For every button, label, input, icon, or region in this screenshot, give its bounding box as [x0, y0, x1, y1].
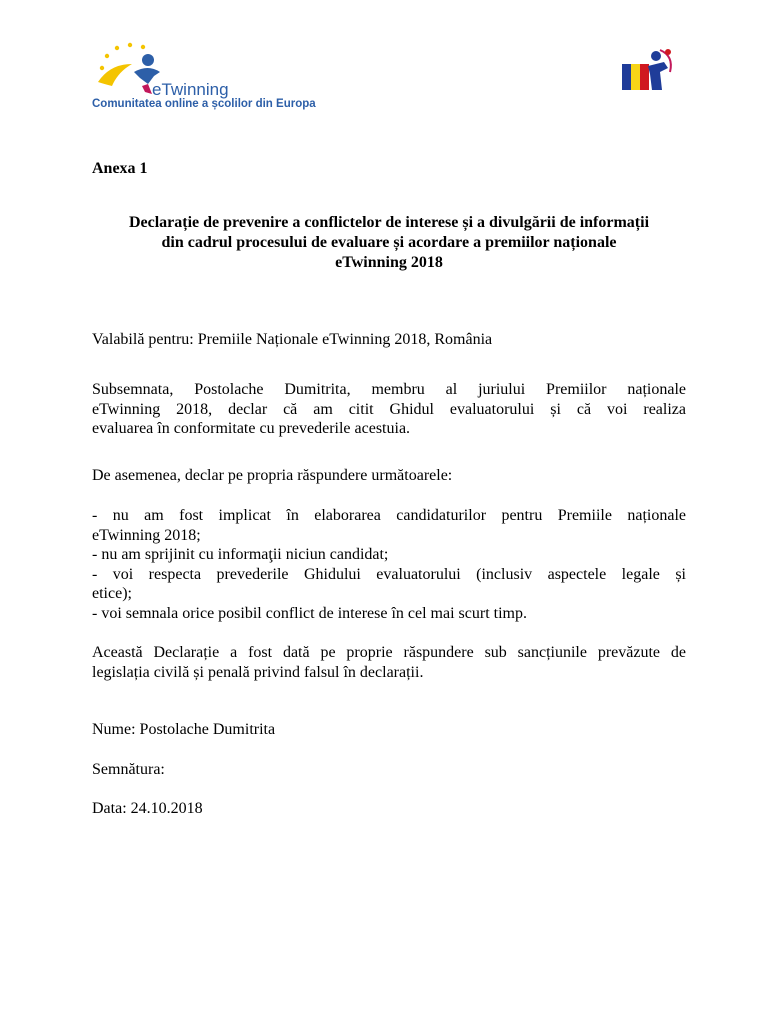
signature-field: Semnătura:: [92, 761, 165, 778]
valid-for: Valabilă pentru: Premiile Naționale eTwinning 2018, România: [92, 331, 493, 348]
closing-line: Această Declarație a fost dată pe proprie răspundere sub sancțiunile prevăzute de: [92, 644, 686, 661]
date-field: Data: 24.10.2018: [92, 800, 203, 817]
list-item: - nu am fost implicat în elaborarea candidaturilor pentru Premiile naționale: [92, 507, 686, 524]
title-line: din cadrul procesului de evaluare și acordare a premiilor naționale: [161, 234, 617, 251]
intro-line: Subsemnata, Postolache Dumitrita, membru al juriului Premiilor naționale: [92, 381, 686, 398]
closing-paragraph: [92, 643, 686, 682]
list-item: - nu am sprijinit cu informaţii niciun candidat;: [92, 546, 389, 563]
romania-flag-emblem-icon: [620, 46, 676, 94]
closing-line: legislația civilă și penală privind falsul în declarații.: [92, 663, 424, 681]
intro-line: evaluarea în conformitate cu prevederile acestuia.: [92, 420, 411, 437]
document-title: [92, 213, 686, 273]
annex-label: Anexa 1: [92, 160, 148, 177]
list-item-continued: etice);: [92, 585, 132, 602]
title-line: eTwinning 2018: [335, 254, 443, 271]
tagline: Comunitatea online a școlilor din Europa: [92, 98, 316, 110]
intro-paragraph: [92, 380, 686, 439]
list-item: - voi respecta prevederile Ghidului evaluatorului (inclusiv aspectele legale și: [92, 565, 686, 583]
list-item: - voi semnala orice posibil conflict de interese în cel mai scurt timp.: [92, 604, 527, 622]
name-field: Nume: Postolache Dumitrita: [92, 721, 276, 738]
logo-text: eTwinning: [152, 80, 229, 99]
etwinning-logo: [90, 42, 300, 122]
intro-line: eTwinning 2018, declar că am citit Ghidul evaluatorului și că voi realiza: [92, 400, 686, 418]
list-item-continued: eTwinning 2018;: [92, 526, 201, 544]
declaration-list: [92, 506, 686, 623]
declare-statement: De asemenea, declar pe propria răspundere următoarele:: [92, 467, 453, 484]
title-line: Declarație de prevenire a conflictelor de interese și a divulgării de informații: [128, 214, 650, 231]
